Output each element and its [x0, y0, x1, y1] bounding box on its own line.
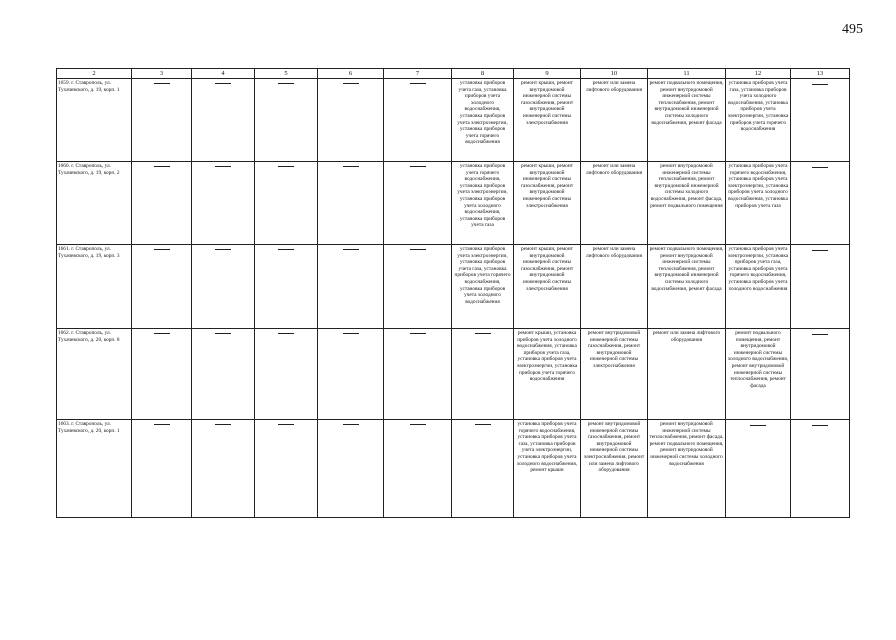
dash-mark: [410, 166, 426, 167]
dash-mark: [278, 249, 294, 250]
row-number: 1661.: [58, 246, 70, 252]
dash-mark: [278, 424, 294, 425]
dash-mark: [812, 250, 828, 251]
empty-cell: [791, 420, 850, 518]
empty-cell: [791, 245, 850, 329]
empty-cell: [384, 79, 452, 162]
address-text: г. Ставрополь, ул. Тухачевского, д. 20, корп. 8: [58, 330, 120, 343]
works-cell: ремонт или замена лифтового оборудования: [581, 245, 648, 329]
empty-cell: [132, 245, 192, 329]
empty-cell: [318, 245, 384, 329]
address-cell: [57, 329, 132, 420]
dash-mark: [154, 83, 170, 84]
column-header: 10: [581, 69, 648, 79]
works-cell: ремонт крыши, ремонт внутридомовой инженерной системы газоснабжения, ремонт внутридомовой инженерной системы электроснабжения: [514, 245, 581, 329]
works-cell: ремонт внутридомовой инженерной системы теплоснабжения, ремонт фасада, ремонт подвального помещения, ремонт внутридомовой инженерной системы холодного водоснабжения: [648, 420, 726, 518]
empty-cell: [791, 329, 850, 420]
dash-mark: [278, 83, 294, 84]
dash-mark: [812, 84, 828, 85]
works-cell: ремонт внутридомовой инженерной системы газоснабжения, ремонт внутридомовой инженерной системы электроснабжения, ремонт или замена лифтового оборудования: [581, 420, 648, 518]
works-cell: ремонт или замена лифтового оборудования: [581, 79, 648, 162]
works-cell: установка приборов учета горячего водоснабжения, установка приборов учета электроэнергии, установка приборов учета холодного водоснабжения, установка приборов учета газа: [726, 162, 791, 245]
works-cell: ремонт внутридомовой инженерной системы газоснабжения, ремонт внутридомовой инженерной системы электроснабжения: [581, 329, 648, 420]
dash-mark: [154, 424, 170, 425]
empty-cell: [255, 162, 318, 245]
empty-cell: [318, 162, 384, 245]
row-number: 1660.: [58, 163, 70, 169]
address-text: г. Ставрополь, ул. Тухачевского, д. 19, корп. 1: [58, 80, 120, 93]
capital-repair-table: [56, 68, 850, 518]
empty-cell: [318, 329, 384, 420]
column-header: 9: [514, 69, 581, 79]
works-cell: установка приборов учета электроэнергии, установка приборов учета газа, установка приборов учета горячего водоснабжения, установка приборов учета холодного водоснабжения: [726, 245, 791, 329]
column-header: 12: [726, 69, 791, 79]
dash-mark: [215, 424, 231, 425]
dash-mark: [812, 425, 828, 426]
empty-cell: [318, 79, 384, 162]
empty-cell: [726, 420, 791, 518]
dash-mark: [278, 166, 294, 167]
empty-cell: [452, 329, 514, 420]
row-number: 1659.: [58, 80, 70, 86]
dash-mark: [343, 83, 359, 84]
row-number: 1663.: [58, 421, 70, 427]
dash-mark: [410, 83, 426, 84]
address-text: г. Ставрополь, ул. Тухачевского, д. 19, корп. 3: [58, 246, 120, 259]
empty-cell: [384, 245, 452, 329]
dash-mark: [278, 333, 294, 334]
dash-mark: [343, 249, 359, 250]
column-number-row: [57, 69, 850, 79]
dash-mark: [410, 333, 426, 334]
empty-cell: [255, 329, 318, 420]
column-header: 6: [318, 69, 384, 79]
empty-cell: [255, 420, 318, 518]
works-cell: установка приборов учета газа, установка приборов учета холодного водоснабжения, установка приборов учета электроэнергии, установка приборов учета горячего водоснабжения: [452, 79, 514, 162]
empty-cell: [255, 79, 318, 162]
empty-cell: [791, 79, 850, 162]
column-header: 3: [132, 69, 192, 79]
empty-cell: [192, 162, 255, 245]
empty-cell: [132, 420, 192, 518]
empty-cell: [384, 162, 452, 245]
table-row: [57, 329, 850, 420]
empty-cell: [192, 329, 255, 420]
column-header: 5: [255, 69, 318, 79]
works-cell: ремонт или замена лифтового оборудования: [581, 162, 648, 245]
dash-mark: [410, 424, 426, 425]
empty-cell: [192, 79, 255, 162]
empty-cell: [192, 245, 255, 329]
column-header: 7: [384, 69, 452, 79]
column-header: 8: [452, 69, 514, 79]
table-row: [57, 162, 850, 245]
table-row: [57, 420, 850, 518]
works-cell: ремонт или замена лифтового оборудования: [648, 329, 726, 420]
works-cell: ремонт подвального помещения, ремонт внутридомовой инженерной системы холодного водоснабжения, ремонт внутридомовой инженерной системы теплоснабжения, ремонт фасада: [726, 329, 791, 420]
dash-mark: [343, 166, 359, 167]
address-text: г. Ставрополь, ул. Тухачевского, д. 20, корп. 1: [58, 421, 120, 434]
dash-mark: [410, 249, 426, 250]
column-header: 11: [648, 69, 726, 79]
dash-mark: [750, 425, 766, 426]
dash-mark: [154, 166, 170, 167]
works-cell: ремонт подвального помещения, ремонт внутридомовой инженерной системы теплоснабжения, ремонт внутридомовой инженерной системы холодного водоснабжения, ремонт фасада: [648, 245, 726, 329]
empty-cell: [384, 420, 452, 518]
works-cell: ремонт подвального помещения, ремонт внутридомовой инженерной системы теплоснабжения, ремонт внутридомовой инженерной системы холодного водоснабжения, ремонт фасада: [648, 79, 726, 162]
works-cell: установка приборов учета горячего водоснабжения, установка приборов учета электроэнергии, установка приборов учета холодного водоснабжения, установка приборов учета газа: [452, 162, 514, 245]
empty-cell: [132, 79, 192, 162]
page-number: 495: [842, 22, 863, 37]
column-header: 13: [791, 69, 850, 79]
works-cell: ремонт крыши, установка приборов учета холодного водоснабжения, установка приборов учета газа, установка приборов учета электроэнергии, установка приборов учета горячего водоснабжения: [514, 329, 581, 420]
works-cell: установка приборов учета электроэнергии, установка приборов учета газа, установка приборов учета горячего водоснабжения, установка приборов учета холодного водоснабжения: [452, 245, 514, 329]
dash-mark: [812, 167, 828, 168]
address-cell: [57, 420, 132, 518]
column-header: 2: [57, 69, 132, 79]
dash-mark: [215, 249, 231, 250]
empty-cell: [384, 329, 452, 420]
works-cell: ремонт крыши, ремонт внутридомовой инженерной системы газоснабжения, ремонт внутридомовой инженерной системы электроснабжения: [514, 162, 581, 245]
empty-cell: [255, 245, 318, 329]
address-cell: [57, 245, 132, 329]
dash-mark: [215, 166, 231, 167]
dash-mark: [475, 424, 491, 425]
table-row: [57, 245, 850, 329]
works-cell: установка приборов учета горячего водоснабжения, установка приборов учета газа, установка приборов учета электроэнергии, установка приборов учета холодного водоснабжения, ремонт крыши: [514, 420, 581, 518]
empty-cell: [192, 420, 255, 518]
empty-cell: [132, 162, 192, 245]
address-text: г. Ставрополь, ул. Тухачевского, д. 19, корп. 2: [58, 163, 120, 176]
empty-cell: [318, 420, 384, 518]
empty-cell: [452, 420, 514, 518]
dash-mark: [343, 424, 359, 425]
empty-cell: [791, 162, 850, 245]
dash-mark: [215, 83, 231, 84]
address-cell: [57, 79, 132, 162]
dash-mark: [154, 249, 170, 250]
dash-mark: [154, 333, 170, 334]
dash-mark: [475, 333, 491, 334]
works-cell: установка приборов учета газа, установка приборов учета холодного водоснабжения, установка приборов учета электроэнергии, установка приборов учета горячего водоснабжения: [726, 79, 791, 162]
works-cell: ремонт внутридомовой инженерной системы теплоснабжения, ремонт внутридомовой инженерной системы холодного водоснабжения, ремонт фасада, ремонт подвального помещения: [648, 162, 726, 245]
address-cell: [57, 162, 132, 245]
column-header: 4: [192, 69, 255, 79]
table-row: [57, 79, 850, 162]
dash-mark: [215, 333, 231, 334]
dash-mark: [343, 333, 359, 334]
empty-cell: [132, 329, 192, 420]
row-number: 1662.: [58, 330, 70, 336]
works-cell: ремонт крыши, ремонт внутридомовой инженерной системы газоснабжения, ремонт внутридомовой инженерной системы электроснабжения: [514, 79, 581, 162]
dash-mark: [812, 334, 828, 335]
